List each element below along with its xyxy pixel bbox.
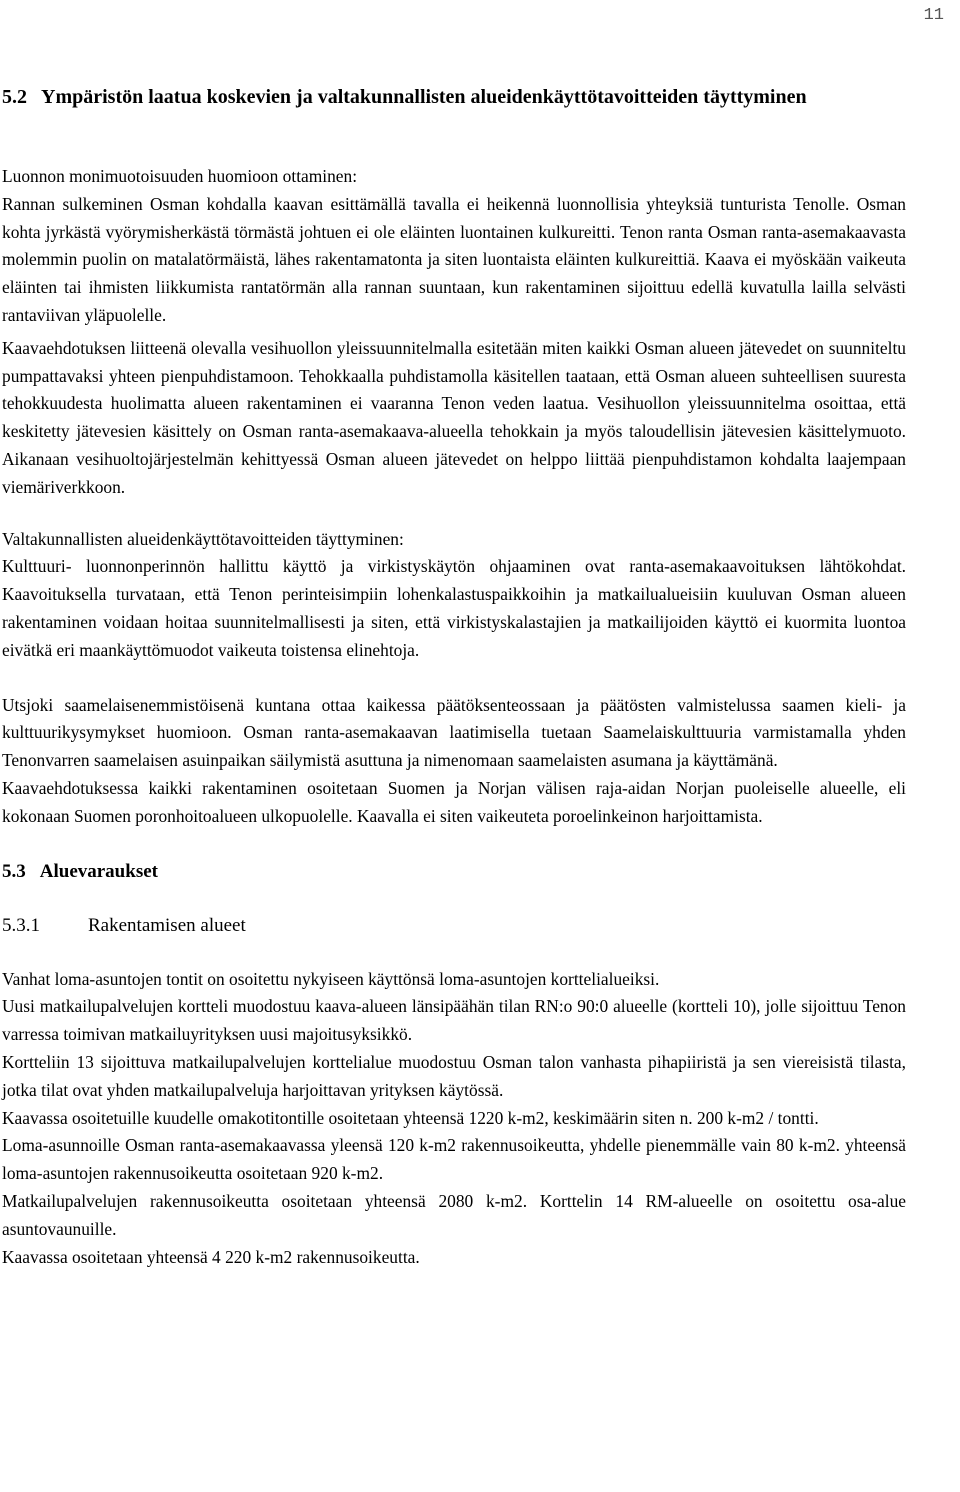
section-5-2-number: 5.2: [2, 86, 27, 108]
building-paragraph-4: Kaavassa osoitetuille kuudelle omakotitontille osoitetaan yhteensä 1220 k-m2, keskimäärin siten n. 200 k-m2 / tontti.: [2, 1107, 819, 1128]
section-5-3-title: Aluevaraukset: [39, 860, 158, 882]
section-5-3-number: 5.3: [2, 860, 26, 882]
nature-paragraph-1: Rannan sulkeminen Osman kohdalla kaavan esittämällä tavalla ei heikennä luonnollisia yhteyksiä tunturista Tenolle. Osman kohta jyrkästä vyörymisherkästä törmästä johtuen ei ole eläinten luontainen kulkureitti. Tenon ranta Osman ranta-asemakaavasta molemmin puolin on matalatörmäistä, lähes rakentamatonta ja siten luontaista eläinten kulkureittiä. Kaava ei myöskään vaikeuta eläinten tai ihmisten liikkumista rantatörmän alla rannan suuntaan, kun rakentaminen sijoittuu edellä kuvatulla lailla selvästi rantaviivan yläpuolelle.: [2, 193, 906, 325]
building-paragraph-7: Kaavassa osoitetaan yhteensä 4 220 k-m2 rakennusoikeutta.: [2, 1246, 420, 1267]
building-paragraph-1: Vanhat loma-asuntojen tontit on osoitettu nykyiseen käyttönsä loma-asuntojen korttelialueiksi.: [2, 968, 660, 989]
building-paragraph-3: Kortteliin 13 sijoittuva matkailupalvelujen korttelialue muodostuu Osman talon vanhasta pihapiiristä ja sen viereisistä tilasta, jotka tilat ovat yhden matkailupalveluja harjoittavan yrityksen käytössä.: [2, 1051, 906, 1100]
nature-paragraph-2: Kaavaehdotuksen liitteenä olevalla vesihuollon yleissuunnitelmalla esitetään miten kaikki Osman alueen jätevedet on suunniteltu pumpattavaksi yhteen pienpuhdistamoon. Tehokkaalla puhdistamolla käsitellen taataan, että Osman alueen suhteellisen suuresta tehokkuudesta huolimatta alueen rakentaminen ei vaaranna Tenon veden laatua. Vesihuollon yleissuunnitelma osoittaa, että keskitetty jätevesien käsittely on Osman ranta-asemakaava-alueella tehokkain ja myös taloudellisin jätevesien käsittelymuoto. Aikanaan vesihuoltojärjestelmän kehittyessä Osman alueen jätevedet on helppo liittää pienpuhdistamon kohdalta laajempaan viemäriverkkoon.: [2, 337, 906, 497]
building-paragraph-5: Loma-asunnoille Osman ranta-asemakaavassa yleensä 120 k-m2 rakennusoikeutta, yhdelle pienemmälle vain 80 k-m2. yhteensä loma-asuntojen rakennusoikeutta osoitetaan 920 k-m2.: [2, 1135, 906, 1184]
goals-paragraph-3: Kaavaehdotuksessa kaikki rakentaminen osoitetaan Suomen ja Norjan välisen raja-aidan Norjan puoleiselle alueelle, eli kokonaan Suomen poronhoitoalueen ulkopuolelle. Kaavalla ei siten vaikeuteta poroelinkeinon harjoittamista.: [2, 777, 906, 826]
goals-paragraph-2: Utsjoki saamelaisenemmistöisenä kuntana ottaa kaikessa päätöksenteossaan ja päätösten valmistelussa saamen kieli- ja kulttuurikysymykset huomioon. Osman ranta-asemakaavan laatimisella tuetaan Saamelaiskulttuuria varmistamalla yhden Tenonvarren saamelaisen asuinpaikan säilymistä asuttuna ja nimenomaan saamelaisten asumana ja käyttämänä.: [2, 694, 906, 771]
section-5-3-heading: [2, 858, 906, 885]
goals-paragraph-1: Kulttuuri- luonnonperinnön hallittu käyttö ja virkistyskäytön ohjaaminen ovat ranta-asemakaavoituksen lähtökohdat. Kaavoituksella turvataan, että Tenon perinteisimpiin lohenkalastuspaikkoihin ja matkailualueisiin kuuluvan Osman alueen rakentaminen voidaan hoitaa suunnitelmallisesti ja siten, että virkistyskalastajien ja matkailijoiden käyttö ei kuormita luontoa eivätkä eri maankäyttömuodot vaikeuta toistensa elinehtoja.: [2, 556, 906, 660]
section-5-3-1-title: Rakentamisen alueet: [88, 914, 246, 936]
building-paragraph-6: Matkailupalvelujen rakennusoikeutta osoitetaan yhteensä 2080 k-m2. Korttelin 14 RM-alueelle on osoitettu osa-alue asuntovaunuille.: [2, 1190, 906, 1239]
section-5-3-1-number: 5.3.1: [2, 914, 40, 936]
section-5-2-title: Ympäristön laatua koskevien ja valtakunnallisten alueidenkäyttötavoitteiden täyttyminen: [41, 86, 807, 108]
page-number: 11: [923, 6, 944, 25]
building-paragraph-2: Uusi matkailupalvelujen kortteli muodostuu kaava-alueen länsipäähän tilan RN:o 90:0 alueelle (kortteli 10), jolle sijoittuu Tenon varressa toimivan matkailuyrityksen uusi majoitusyksikkö.: [2, 996, 906, 1045]
goals-heading: Valtakunnallisten alueidenkäyttötavoitteiden täyttyminen:: [2, 528, 404, 549]
section-5-3-1-heading: [2, 912, 906, 939]
nature-heading: Luonnon monimuotoisuuden huomioon ottaminen:: [2, 166, 358, 186]
page-content: [2, 84, 906, 1271]
section-5-2-heading: [2, 84, 906, 111]
